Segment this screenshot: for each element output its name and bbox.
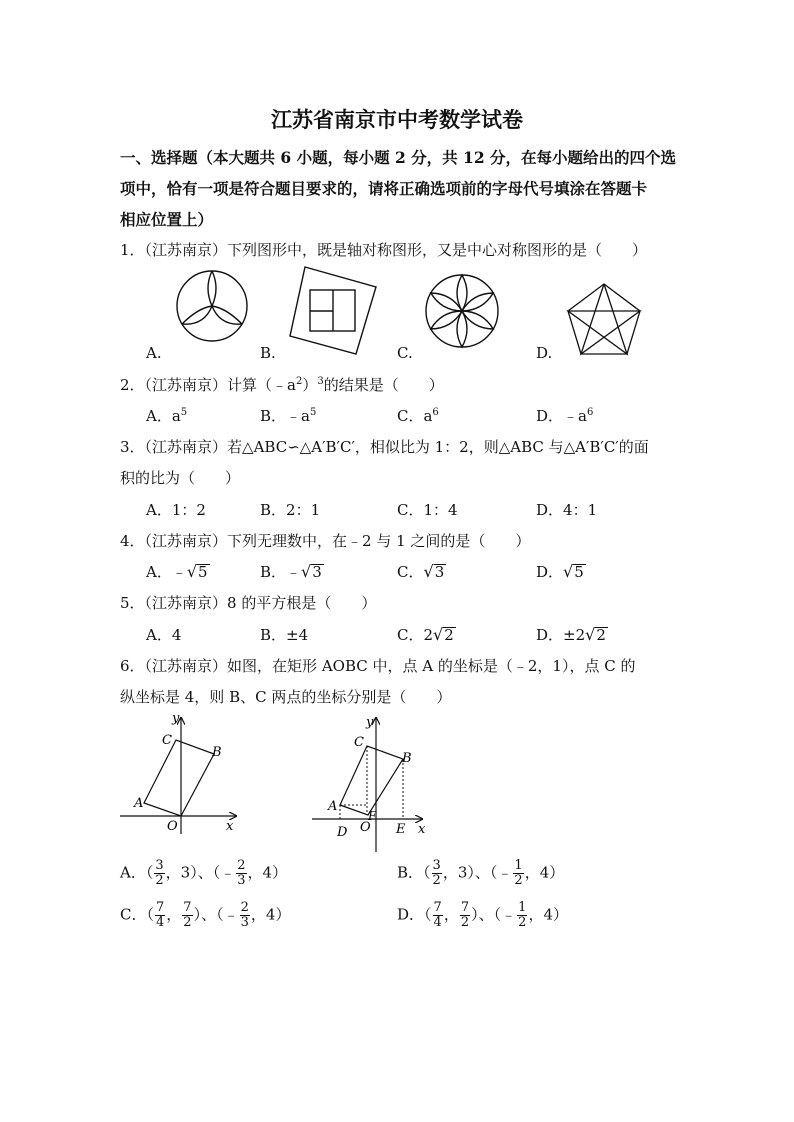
q1-figure-a: [172, 268, 252, 348]
q2-option-d[interactable]: D．$﹣a^6$: [536, 407, 594, 425]
fig2-label-a: A: [328, 799, 338, 814]
fig2-label-o: O: [360, 820, 371, 835]
q1-figure-b: [288, 265, 380, 357]
q3-option-d[interactable]: D．4：1: [536, 501, 598, 519]
fig2-label-e: E: [396, 822, 406, 837]
q1-option-d[interactable]: D.: [536, 344, 553, 362]
fig1-label-a: A: [134, 796, 144, 811]
q5-option-d[interactable]: D．±2√2: [536, 625, 606, 644]
q6-figure-2: [310, 712, 440, 857]
page-title: 江苏省南京市中考数学试卷: [271, 107, 523, 132]
q2-text: 2．（江苏南京）计算$(﹣a^2)^3$的结果是（ ）: [120, 376, 444, 394]
q6-text-line2: 纵坐标是 4，则 B、C 两点的坐标分别是（ ）: [120, 688, 452, 706]
q4-option-b[interactable]: B．﹣√3: [260, 562, 322, 581]
q3-text-line1: 3．（江苏南京）若△ABC∽△A′B′C′，相似比为 1：2，则△ABC 与△A′B′C′的面: [120, 438, 649, 456]
fig2-label-f: F: [368, 809, 377, 823]
q6-text-line1: 6．（江苏南京）如图，在矩形 AOBC 中，点 A 的坐标是（﹣2，1），点 C 的: [120, 657, 636, 675]
q5-option-a[interactable]: A．4: [146, 626, 182, 644]
fig1-label-b: B: [212, 745, 222, 760]
q1-option-a[interactable]: A.: [146, 344, 162, 362]
fig2-label-d: D: [337, 825, 348, 840]
q6-option-c[interactable]: C．（ $\frac{7}{4}$ ， $\frac{7}{2}$ ）、（﹣ $\frac{2}{3}$ ，4）: [120, 900, 291, 930]
q5-option-c[interactable]: C．2√2: [397, 625, 454, 644]
q1-text: 1．（江苏南京）下列图形中，既是轴对称图形，又是中心对称图形的是（ ）: [120, 241, 648, 259]
q6-option-d[interactable]: D．（ $\frac{7}{4}$ ， $\frac{7}{2}$ ）、（﹣ $\frac{1}{2}$ ，4）: [397, 900, 569, 930]
fig1-label-o: O: [167, 819, 178, 834]
section-heading-line2: 项中，恰有一项是符合题目要求的，请将正确选项前的字母代号填涂在答题卡: [120, 179, 648, 198]
q2-option-c[interactable]: C．$a^6$: [397, 407, 439, 425]
q3-option-c[interactable]: C．1：4: [397, 501, 458, 519]
q3-option-b[interactable]: B．2：1: [260, 501, 321, 519]
q2-option-a[interactable]: A．$a^5$: [146, 407, 188, 425]
fig1-label-x: x: [226, 819, 234, 834]
q3-text-line2: 积的比为（ ）: [120, 469, 241, 487]
fig2-label-c: C: [354, 735, 364, 750]
q1-figure-d: [566, 282, 646, 357]
fig2-label-b: B: [402, 751, 412, 766]
section-heading-line1: 一、选择题（本大题共 6 小题，每小题 2 分，共 12 分，在每小题给出的四个选: [120, 148, 677, 167]
fig2-label-x: x: [418, 822, 426, 837]
q6-option-b[interactable]: B．（ $\frac{3}{2}$ ，3）、（﹣ $\frac{1}{2}$ ，4）: [397, 858, 565, 888]
q2-option-b[interactable]: B．$﹣a^5$: [260, 407, 317, 425]
fig1-label-c: C: [162, 733, 172, 748]
q6-figure-1: [118, 712, 248, 837]
q4-text: 4．（江苏南京）下列无理数中，在﹣2 与 1 之间的是（ ）: [120, 532, 531, 550]
q4-option-a[interactable]: A．﹣√5: [146, 562, 208, 581]
q1-figure-c: [422, 272, 502, 352]
q5-text: 5．（江苏南京）8 的平方根是（ ）: [120, 594, 377, 612]
q5-option-b[interactable]: B．±4: [260, 626, 309, 644]
q3-option-a[interactable]: A．1：2: [146, 501, 206, 519]
q1-option-c[interactable]: C.: [397, 344, 413, 362]
fig1-label-y: y: [172, 712, 180, 726]
fig2-label-y: y: [366, 715, 374, 730]
section-heading-line3: 相应位置上）: [120, 210, 214, 229]
q6-option-a[interactable]: A．（ $\frac{3}{2}$ ，3）、（﹣ $\frac{2}{3}$ ，4）: [120, 858, 288, 888]
q4-option-c[interactable]: C．√3: [397, 562, 445, 581]
q4-option-d[interactable]: D．√5: [536, 562, 584, 581]
q1-option-b[interactable]: B.: [260, 344, 276, 362]
